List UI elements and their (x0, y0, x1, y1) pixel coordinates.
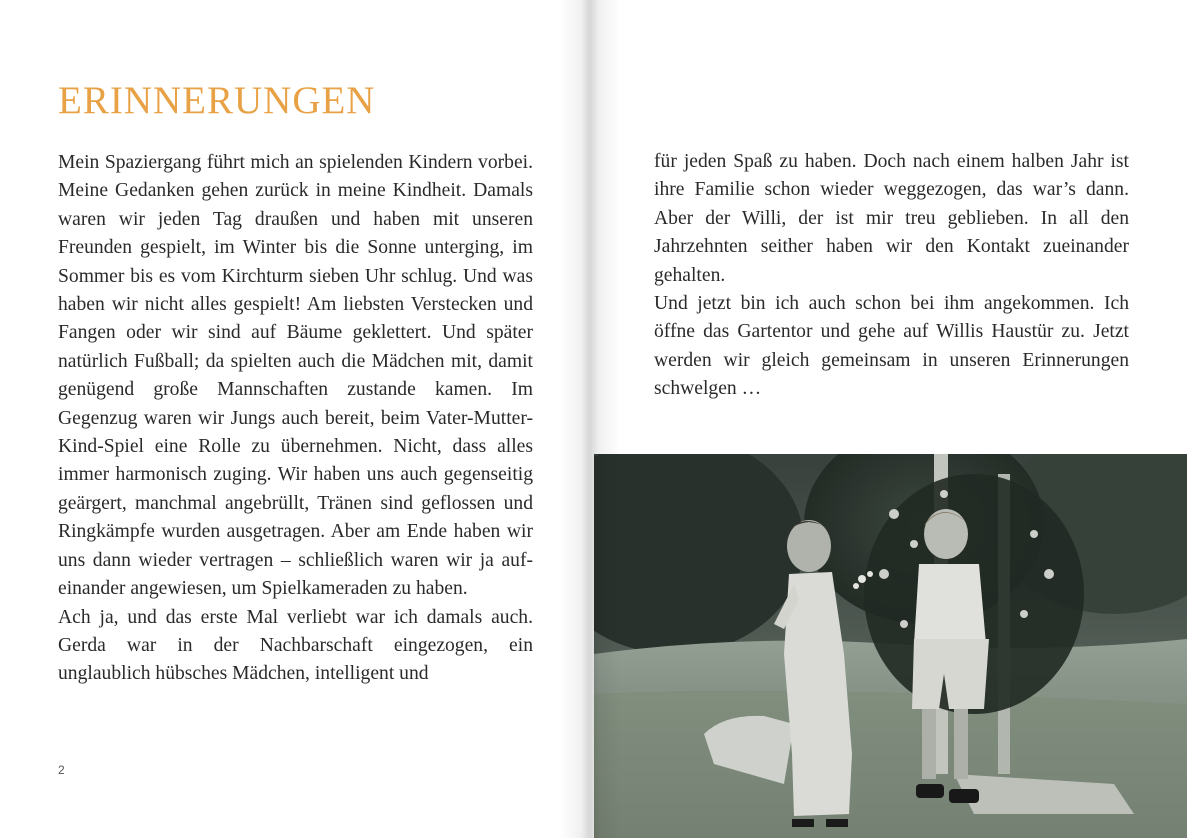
right-page (575, 0, 1187, 838)
right-body-text (654, 148, 1129, 404)
right-paragraph-2: Und jetzt bin ich auch schon bei ihm angekommen. Ich öffne das Gartentor und gehe auf Willis Haustür zu. Jetzt werden wir gleich gemeinsam in unseren Erinnerungen schwelgen … (654, 293, 1129, 400)
vintage-children-photo (594, 454, 1187, 838)
left-paragraph-2: Ach ja, und das erste Mal verliebt war ich damals auch. Gerda war in der Nachbarschaft eingezogen, ein unglaublich hübsches Mädchen, intelligent und (58, 606, 533, 685)
left-page (0, 0, 587, 838)
page-title: ERINNERUNGEN (58, 79, 376, 122)
left-body-text (58, 149, 533, 689)
page-number: 2 (58, 763, 65, 777)
right-paragraph-1: für jeden Spaß zu haben. Doch nach einem halben Jahr ist ihre Familie schon wieder weggezogen, das war’s dann. Aber der Willi, der ist mir treu geblieben. In all den Jahrzehnten seither haben wir den Kontakt zueinander gehalten. (654, 151, 1129, 286)
left-paragraph-1: Mein Spaziergang führt mich an spielenden Kindern vorbei. Meine Gedanken gehen zurück in meine Kindheit. Damals waren wir jeden Tag draußen und haben mit unseren Freunden gespielt, im Winter bis die Sonne unterging, im Sommer bis es vom Kirchturm sieben Uhr schlug. Und was haben wir nicht alles gespielt! Am liebsten Verstecken und Fangen oder wir sind auf Bäume geklettert. Und später natürlich Fußball; da spielten auch die Mädchen mit, damit genügend große Mannschaften zustande kamen. Im Gegenzug waren wir Jungs auch bereit, beim Vater-Mutter-Kind-Spiel eine Rolle zu übernehmen. Nicht, dass alles immer harmonisch zuging. Wir haben uns auch gegenseitig geärgert, manchmal angebrüllt, Tränen sind geflossen und Ringkämpfe wurden ausgetragen. Aber am Ende haben wir uns dann wieder vertragen – schließlich waren wir ja aufeinander angewiesen, um Spielkameraden zu haben. (58, 152, 533, 600)
